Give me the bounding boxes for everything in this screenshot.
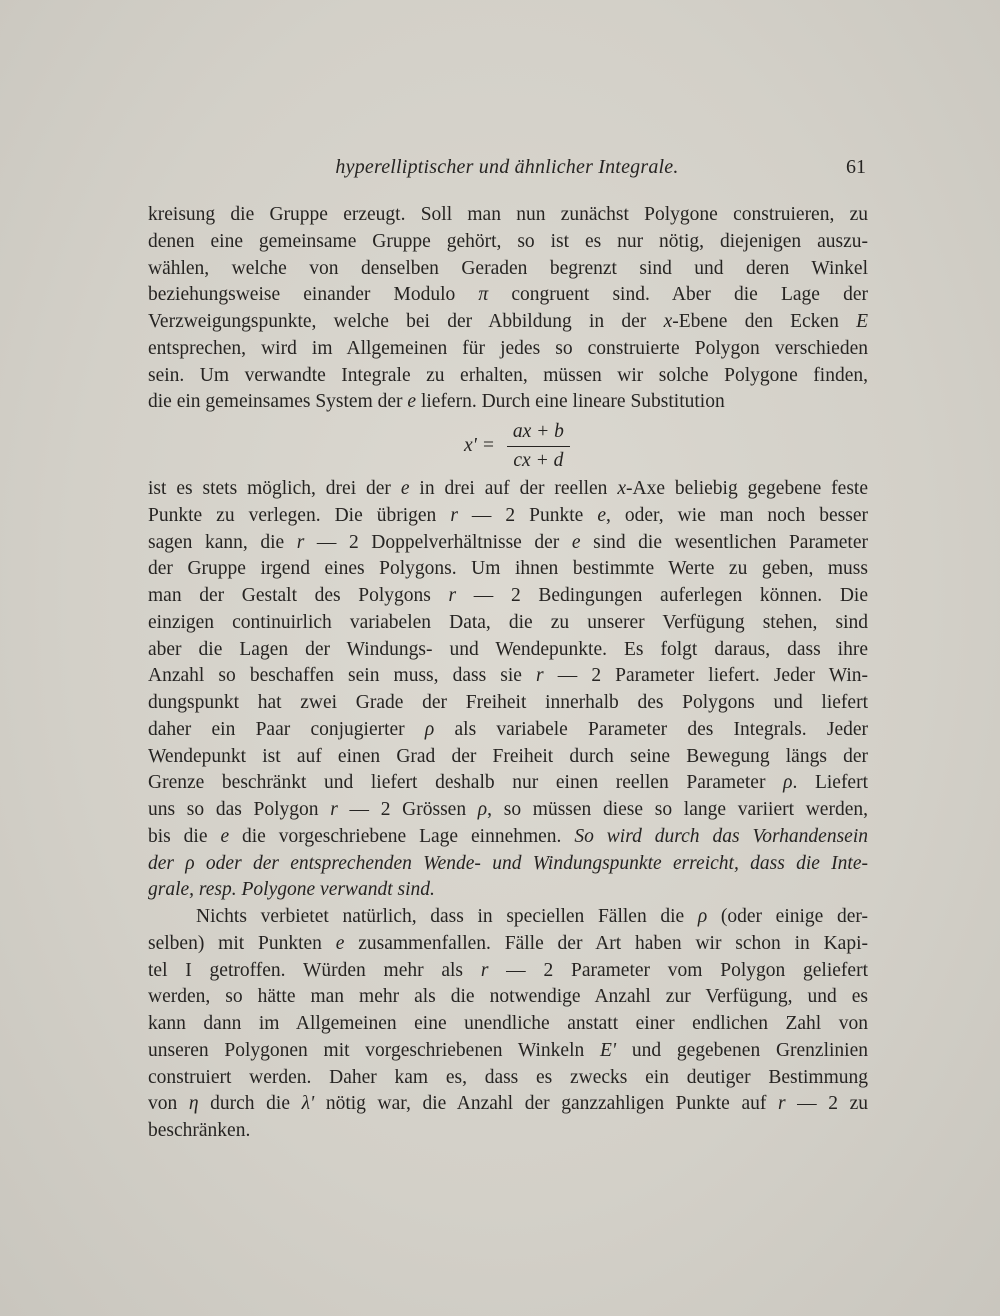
text-line: kreisung die Gruppe erzeugt. Soll man nun zunächst Polygone construieren, zu bbox=[148, 204, 868, 225]
math-symbol: r bbox=[296, 531, 305, 553]
math-symbol: x bbox=[663, 311, 673, 332]
math-symbol: e bbox=[400, 478, 410, 499]
math-symbol: E' bbox=[599, 1039, 617, 1061]
text-line: dungspunkt hat zwei Grade der Freiheit innerhalb des Polygons und liefert bbox=[148, 692, 868, 713]
text-line: Anzahl so beschaffen sein muss, dass sie r — 2 Parameter liefert. Jeder Win- bbox=[148, 665, 868, 687]
fraction-denominator: cx + d bbox=[513, 449, 564, 471]
text-line: sein. Um verwandte Integrale zu erhalten, müssen wir solche Polygone finden, bbox=[148, 364, 868, 386]
paragraph-3 bbox=[148, 904, 868, 1145]
text-line: daher ein Paar conjugierter ρ als variabele Parameter des Integrals. Jeder bbox=[148, 718, 868, 740]
text-line: selben) mit Punkten e zusammenfallen. Fälle der Art haben wir schon in Kapi- bbox=[148, 932, 869, 954]
math-symbol: e bbox=[335, 932, 345, 954]
text-line: Grenze beschränkt und liefert deshalb nur einen reellen Parameter ρ. Liefert bbox=[148, 772, 868, 794]
math-symbol: ρ bbox=[477, 799, 488, 820]
math-symbol: r bbox=[330, 799, 338, 820]
running-title: hyperelliptischer und ähnlicher Integrale. bbox=[335, 156, 679, 178]
text-line: sagen kann, die r — 2 Doppelverhältnisse der e sind die wesentlichen Parameter bbox=[148, 531, 868, 553]
math-symbol: η bbox=[188, 1093, 199, 1115]
fraction-numerator: ax + b bbox=[507, 420, 570, 447]
text-line: tel I getroffen. Würden mehr als r — 2 Parameter vom Polygon geliefert bbox=[148, 959, 868, 981]
math-symbol: x bbox=[617, 478, 627, 499]
display-formula bbox=[148, 416, 868, 476]
math-symbol: e bbox=[220, 825, 230, 847]
text-line: aber die Lagen der Windungs- und Wendepunkte. Es folgt daraus, dass ihre bbox=[148, 638, 868, 660]
math-symbol: r bbox=[448, 585, 457, 606]
text-line: wählen, welche von denselben Geraden begrenzt sind und deren Winkel bbox=[148, 257, 868, 279]
math-symbol: r bbox=[777, 1093, 786, 1115]
italic-emphasis: So wird durch das Vorhandensein bbox=[574, 825, 869, 847]
text-line: beziehungsweise einander Modulo π congruent sind. Aber die Lage der bbox=[148, 284, 868, 306]
math-symbol: e bbox=[597, 504, 606, 526]
text-line-italic: der ρ oder der entsprechenden Wende- und Windungspunkte erreicht, dass die Inte- bbox=[148, 852, 868, 874]
text-line: bis die e die vorgeschriebene Lage einnehmen. So wird durch das Vorhandensein bbox=[148, 825, 869, 847]
fraction bbox=[507, 420, 570, 473]
text-line: die ein gemeinsames System der e liefern. Durch eine lineare Substitution bbox=[148, 391, 725, 413]
paragraph-1 bbox=[148, 202, 868, 416]
text-line: uns so das Polygon r — 2 Grössen ρ, so müssen diese so lange variiert werden, bbox=[148, 799, 868, 820]
text-line: ist es stets möglich, drei der e in drei auf der reellen x-Axe beliebig gegebene feste bbox=[148, 478, 868, 499]
body-text bbox=[148, 202, 868, 1145]
substitution-formula bbox=[464, 416, 570, 476]
math-symbol: e bbox=[407, 391, 417, 413]
math-symbol: λ' bbox=[301, 1093, 315, 1115]
math-symbol: E bbox=[856, 311, 869, 332]
text-line: denen eine gemeinsame Gruppe gehört, so ist es nur nötig, diejenigen auszu- bbox=[148, 230, 868, 252]
text-line: von η durch die λ' nötig war, die Anzahl der ganzzahligen Punkte auf r — 2 zu bbox=[148, 1093, 869, 1115]
text-line: entsprechen, wird im Allgemeinen für jedes so construierte Polygon verschieden bbox=[148, 337, 868, 359]
text-line: einzigen continuirlich variabelen Data, die zu unserer Verfügung stehen, sind bbox=[148, 611, 868, 633]
math-symbol: e bbox=[571, 531, 581, 553]
paragraph-2 bbox=[148, 476, 868, 904]
text-line: Punkte zu verlegen. Die übrigen r — 2 Punkte e, oder, wie man noch besser bbox=[148, 504, 868, 526]
page-header bbox=[148, 152, 866, 182]
page-number: 61 bbox=[846, 156, 866, 178]
formula-lhs: x' = bbox=[464, 435, 495, 456]
text-line-italic: grale, resp. Polygone verwandt sind. bbox=[148, 879, 435, 901]
math-symbol: r bbox=[480, 959, 489, 981]
text-line: Wendepunkt ist auf einen Grad der Freiheit durch seine Bewegung längs der bbox=[148, 745, 868, 767]
text-line: man der Gestalt des Polygons r — 2 Bedingungen auferlegen können. Die bbox=[148, 585, 868, 606]
text-line: werden, so hätte man mehr als die notwendige Anzahl zur Verfügung, und es bbox=[148, 986, 868, 1008]
text-line: construiert werden. Daher kam es, dass es zwecks ein deutiger Bestimmung bbox=[148, 1066, 868, 1088]
text-line: Nichts verbietet natürlich, dass in speciellen Fällen die ρ (oder einige der- bbox=[196, 906, 868, 927]
math-symbol: ρ bbox=[783, 772, 793, 794]
math-symbol: ρ bbox=[424, 718, 435, 740]
math-symbol: π bbox=[478, 284, 489, 306]
text-line: beschränken. bbox=[148, 1120, 251, 1141]
math-symbol: r bbox=[450, 504, 458, 526]
math-symbol: r bbox=[536, 665, 544, 687]
text-line: der Gruppe irgend eines Polygons. Um ihnen bestimmte Werte zu geben, muss bbox=[148, 558, 868, 580]
text-line: kann dann im Allgemeinen eine unendliche anstatt einer endlichen Zahl von bbox=[148, 1013, 868, 1034]
math-symbol: ρ bbox=[697, 906, 708, 927]
text-line: Verzweigungspunkte, welche bei der Abbildung in der x-Ebene den Ecken E bbox=[148, 311, 869, 332]
text-line: unseren Polygonen mit vorgeschriebenen Winkeln E' und gegebenen Grenzlinien bbox=[148, 1039, 868, 1061]
